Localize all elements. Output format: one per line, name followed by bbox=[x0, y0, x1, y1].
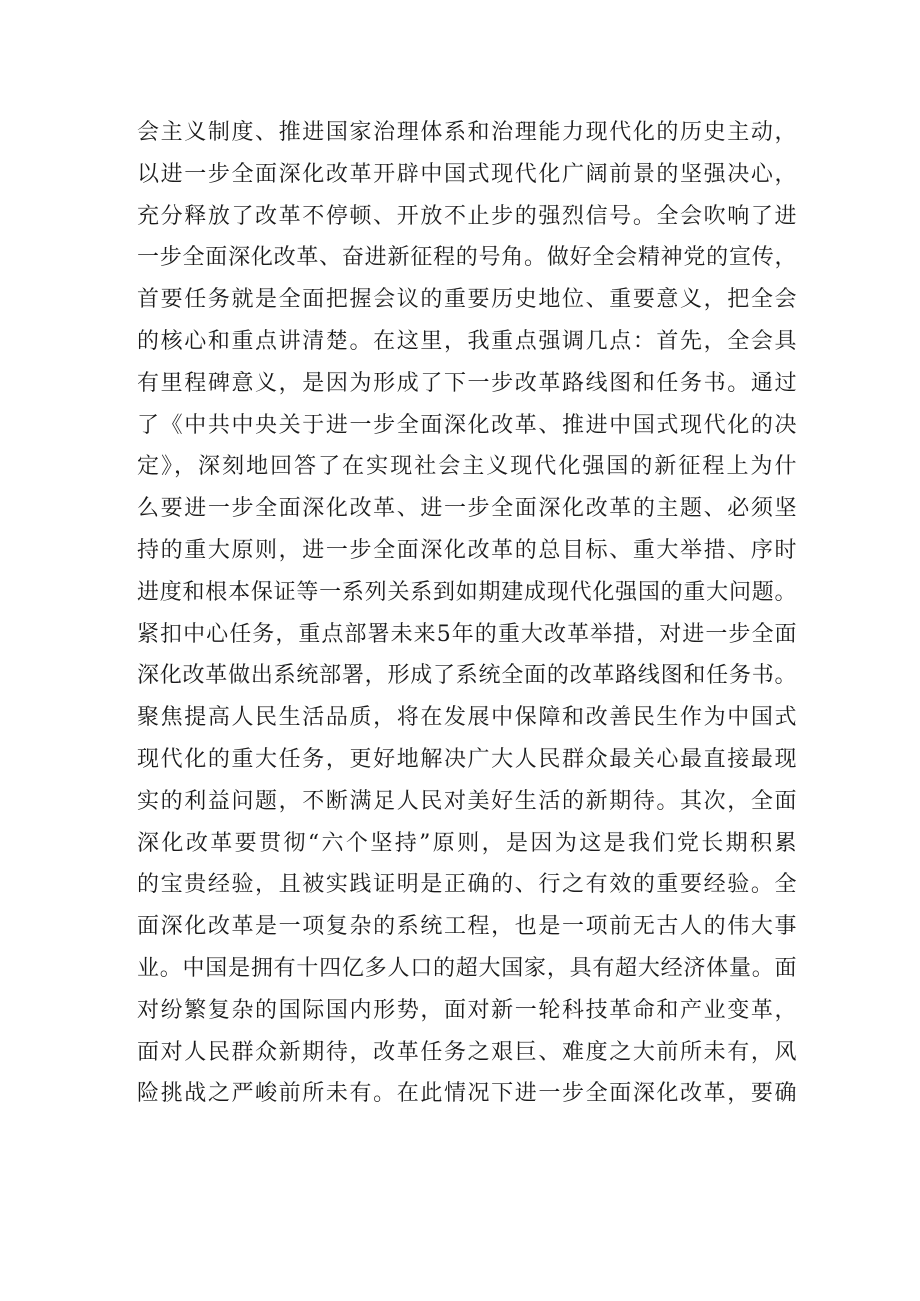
text-line: 定》，深刻地回答了在实现社会主义现代化强国的新征程上为什 bbox=[137, 454, 797, 480]
text-line: 深化改革要贯彻“六个坚持”原则，是因为这是我们党长期积累 bbox=[137, 830, 797, 856]
text-line: 实的利益问题，不断满足人民对美好生活的新期待。其次，全面 bbox=[137, 788, 797, 814]
text-line: 对纷繁复杂的国际国内形势，面对新一轮科技革命和产业变革， bbox=[137, 997, 797, 1023]
text-line: 现代化的重大任务，更好地解决广大人民群众最关心最直接最现 bbox=[137, 746, 797, 772]
text-line: 了《中共中央关于进一步全面深化改革、推进中国式现代化的决 bbox=[137, 412, 797, 438]
text-line: 首要任务就是全面把握会议的重要历史地位、重要意义，把全会 bbox=[137, 287, 797, 313]
text-line: 险挑战之严峻前所未有。在此情况下进一步全面深化改革，要确 bbox=[137, 1081, 797, 1107]
text-line: 紧扣中心任务，重点部署未来5年的重大改革举措，对进一步全面 bbox=[137, 621, 797, 647]
text-line: 深化改革做出系统部署，形成了系统全面的改革路线图和任务书。 bbox=[137, 663, 797, 689]
text-line: 业。中国是拥有十四亿多人口的超大国家，具有超大经济体量。面 bbox=[137, 955, 797, 981]
text-line: 聚焦提高人民生活品质，将在发展中保障和改善民生作为中国式 bbox=[137, 705, 797, 731]
text-line: 持的重大原则，进一步全面深化改革的总目标、重大举措、序时 bbox=[137, 537, 797, 563]
text-line: 会主义制度、推进国家治理体系和治理能力现代化的历史主动， bbox=[137, 120, 797, 145]
text-line: 一步全面深化改革、奋进新征程的号角。做好全会精神党的宣传， bbox=[137, 245, 797, 271]
text-line: 有里程碑意义，是因为形成了下一步改革路线图和任务书。通过 bbox=[137, 370, 797, 396]
text-line: 面深化改革是一项复杂的系统工程，也是一项前无古人的伟大事 bbox=[137, 914, 797, 940]
text-line: 面对人民群众新期待，改革任务之艰巨、难度之大前所未有，风 bbox=[137, 1039, 797, 1065]
text-line: 的宝贵经验，且被实践证明是正确的、行之有效的重要经验。全 bbox=[137, 872, 797, 898]
text-line: 的核心和重点讲清楚。在这里，我重点强调几点：首先，全会具 bbox=[137, 328, 797, 354]
body-paragraph bbox=[137, 112, 797, 1115]
text-line: 么要进一步全面深化改革、进一步全面深化改革的主题、必须坚 bbox=[137, 496, 797, 522]
text-line: 充分释放了改革不停顿、开放不止步的强烈信号。全会吹响了进 bbox=[137, 203, 797, 229]
text-line: 以进一步全面深化改革开辟中国式现代化广阔前景的坚强决心， bbox=[137, 161, 797, 187]
text-line: 进度和根本保证等一系列关系到如期建成现代化强国的重大问题。 bbox=[137, 579, 797, 605]
